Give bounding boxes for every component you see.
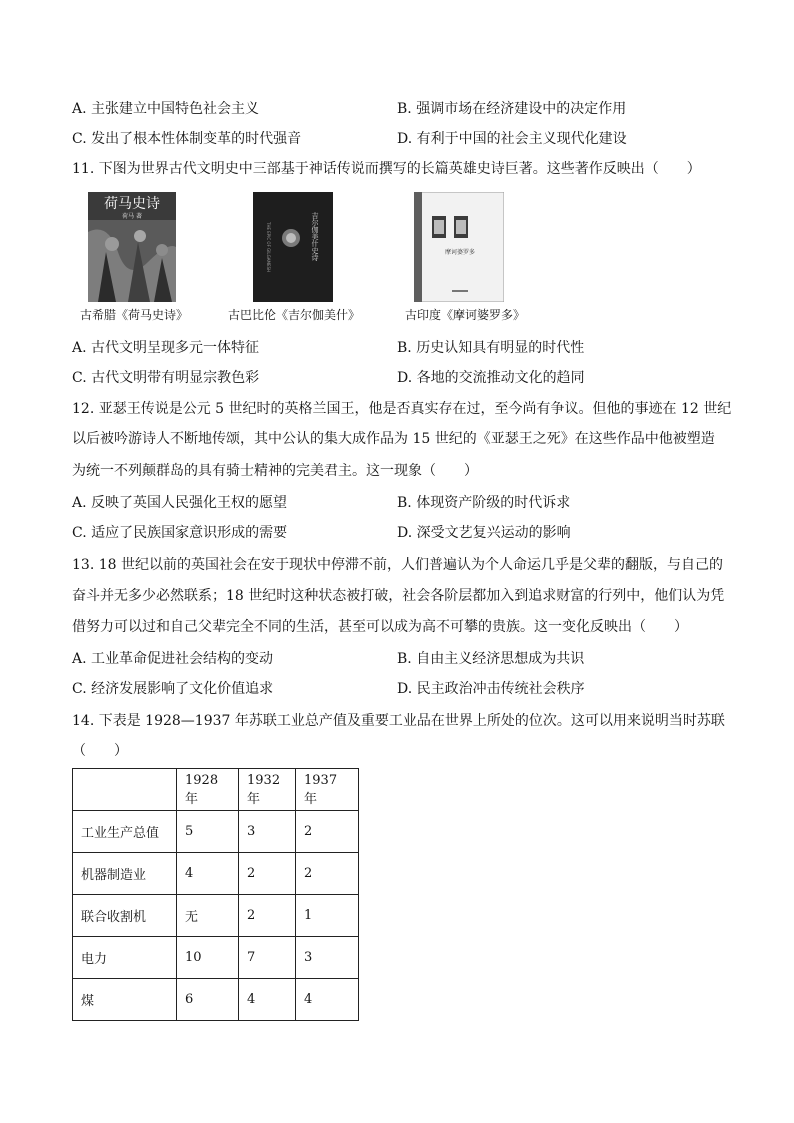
table-header-cell: 1928 年 <box>177 769 239 811</box>
q10-option-a[interactable]: A. 主张建立中国特色社会主义 <box>72 101 260 117</box>
table-cell: 5 <box>177 811 239 853</box>
q13-options-row-2 <box>72 678 722 700</box>
table-cell: 2 <box>239 853 296 895</box>
q11-stem: 11. 下图为世界古代文明史中三部基于神话传说而撰写的长篇英雄史诗巨著。这些著作反映出（ ） <box>72 161 701 177</box>
q11-option-c[interactable]: C. 古代文明带有明显宗教色彩 <box>72 370 260 386</box>
q12-stem-line-1: 12. 亚瑟王传说是公元 5 世纪时的英格兰国王，他是否真实存在过，至今尚有争议。但他的事迹在 12 世纪 <box>72 401 732 417</box>
table-header-cell <box>73 769 177 811</box>
q12-option-c[interactable]: C. 适应了民族国家意识形成的需要 <box>72 525 288 541</box>
homer-cover-image <box>88 192 176 302</box>
table-header-row <box>73 769 359 811</box>
q11-options-row-1 <box>72 337 722 359</box>
soviet-industry-table <box>72 768 359 1021</box>
table-cell: 3 <box>296 937 359 979</box>
q13-option-b[interactable]: B. 自由主义经济思想成为共识 <box>397 651 585 667</box>
table-cell: 4 <box>239 979 296 1021</box>
table-cell: 无 <box>177 895 239 937</box>
q13-option-a[interactable]: A. 工业革命促进社会结构的变动 <box>72 651 274 667</box>
table-cell: 联合收割机 <box>73 895 177 937</box>
q10-options-row-1 <box>72 98 722 120</box>
q12-option-d[interactable]: D. 深受文艺复兴运动的影响 <box>397 525 571 541</box>
q11-options-row-2 <box>72 367 722 389</box>
q13-option-c[interactable]: C. 经济发展影响了文化价值追求 <box>72 681 274 697</box>
q11-option-b[interactable]: B. 历史认知具有明显的时代性 <box>397 340 585 356</box>
q13-options-row-1 <box>72 648 722 670</box>
table-cell: 2 <box>296 853 359 895</box>
caption-mahabharata: 古印度《摩诃婆罗多》 <box>405 308 526 322</box>
gilgamesh-cover-en: THE EPIC OF GILGAMESH <box>266 222 271 273</box>
gilgamesh-cover-image <box>253 192 333 302</box>
q12-options-row-1 <box>72 492 722 514</box>
table-cell: 工业生产总值 <box>73 811 177 853</box>
q12-stem-line-2: 以后被吟游诗人不断地传颂，其中公认的集大成作品为 15 世纪的《亚瑟王之死》在这些作品中他被塑造 <box>72 431 715 447</box>
mahabharata-cover-title: 摩诃婆罗多 <box>444 249 476 256</box>
q10-option-b[interactable]: B. 强调市场在经济建设中的决定作用 <box>397 101 627 117</box>
table-header-cell: 1932 年 <box>239 769 296 811</box>
table-row <box>73 937 359 979</box>
q12-option-b[interactable]: B. 体现资产阶级的时代诉求 <box>397 495 571 511</box>
q13-option-d[interactable]: D. 民主政治冲击传统社会秩序 <box>397 681 585 697</box>
table-cell: 电力 <box>73 937 177 979</box>
homer-cover-title: 荷马史诗 <box>104 196 160 212</box>
q14-stem-line-2: （ ） <box>72 743 128 759</box>
table-row <box>73 811 359 853</box>
homer-cover-sub: 荷马 著 <box>122 213 142 220</box>
table-cell: 1 <box>296 895 359 937</box>
table-cell: 2 <box>239 895 296 937</box>
mahabharata-cover-image <box>414 192 504 302</box>
q10-option-c[interactable]: C. 发出了根本性体制变革的时代强音 <box>72 131 302 147</box>
table-cell: 4 <box>177 853 239 895</box>
q11-option-a[interactable]: A. 古代文明呈现多元一体特征 <box>72 340 260 356</box>
table-row <box>73 979 359 1021</box>
table-row <box>73 895 359 937</box>
table-header-cell: 1937 年 <box>296 769 359 811</box>
q14-stem-line-1: 14. 下表是 1928—1937 年苏联工业总产值及重要工业品在世界上所处的位次。这可以用来说明当时苏联 <box>72 713 725 729</box>
table-cell: 10 <box>177 937 239 979</box>
table-cell: 4 <box>296 979 359 1021</box>
caption-gilgamesh: 古巴比伦《吉尔伽美什》 <box>228 308 361 322</box>
q12-option-a[interactable]: A. 反映了英国人民强化王权的愿望 <box>72 495 288 511</box>
q12-stem-line-3: 为统一不列颠群岛的具有骑士精神的完美君主。这一现象（ ） <box>72 463 478 479</box>
table-cell: 3 <box>239 811 296 853</box>
table-cell: 煤 <box>73 979 177 1021</box>
table-row <box>73 853 359 895</box>
caption-homer: 古希腊《荷马史诗》 <box>80 308 189 322</box>
q13-stem-line-1: 13. 18 世纪以前的英国社会在安于现状中停滞不前，人们普遍认为个人命运几乎是父辈的翻版，与自己的 <box>72 557 723 573</box>
q13-stem-line-3: 借努力可以过和自己父辈完全不同的生活，甚至可以成为高不可攀的贵族。这一变化反映出（ ） <box>72 619 688 635</box>
q10-options-row-2 <box>72 128 722 150</box>
table-cell: 机器制造业 <box>73 853 177 895</box>
q11-option-d[interactable]: D. 各地的交流推动文化的趋同 <box>397 370 585 386</box>
q10-option-d[interactable]: D. 有利于中国的社会主义现代化建设 <box>397 131 627 147</box>
q13-stem-line-2: 奋斗并无多少必然联系；18 世纪时这种状态被打破，社会各阶层都加入到追求财富的行列中，他们认为凭 <box>72 588 725 604</box>
table-cell: 2 <box>296 811 359 853</box>
table-cell: 7 <box>239 937 296 979</box>
table-cell: 6 <box>177 979 239 1021</box>
gilgamesh-cover-title: 吉尔伽美什史诗 <box>311 212 319 261</box>
q12-options-row-2 <box>72 522 722 544</box>
